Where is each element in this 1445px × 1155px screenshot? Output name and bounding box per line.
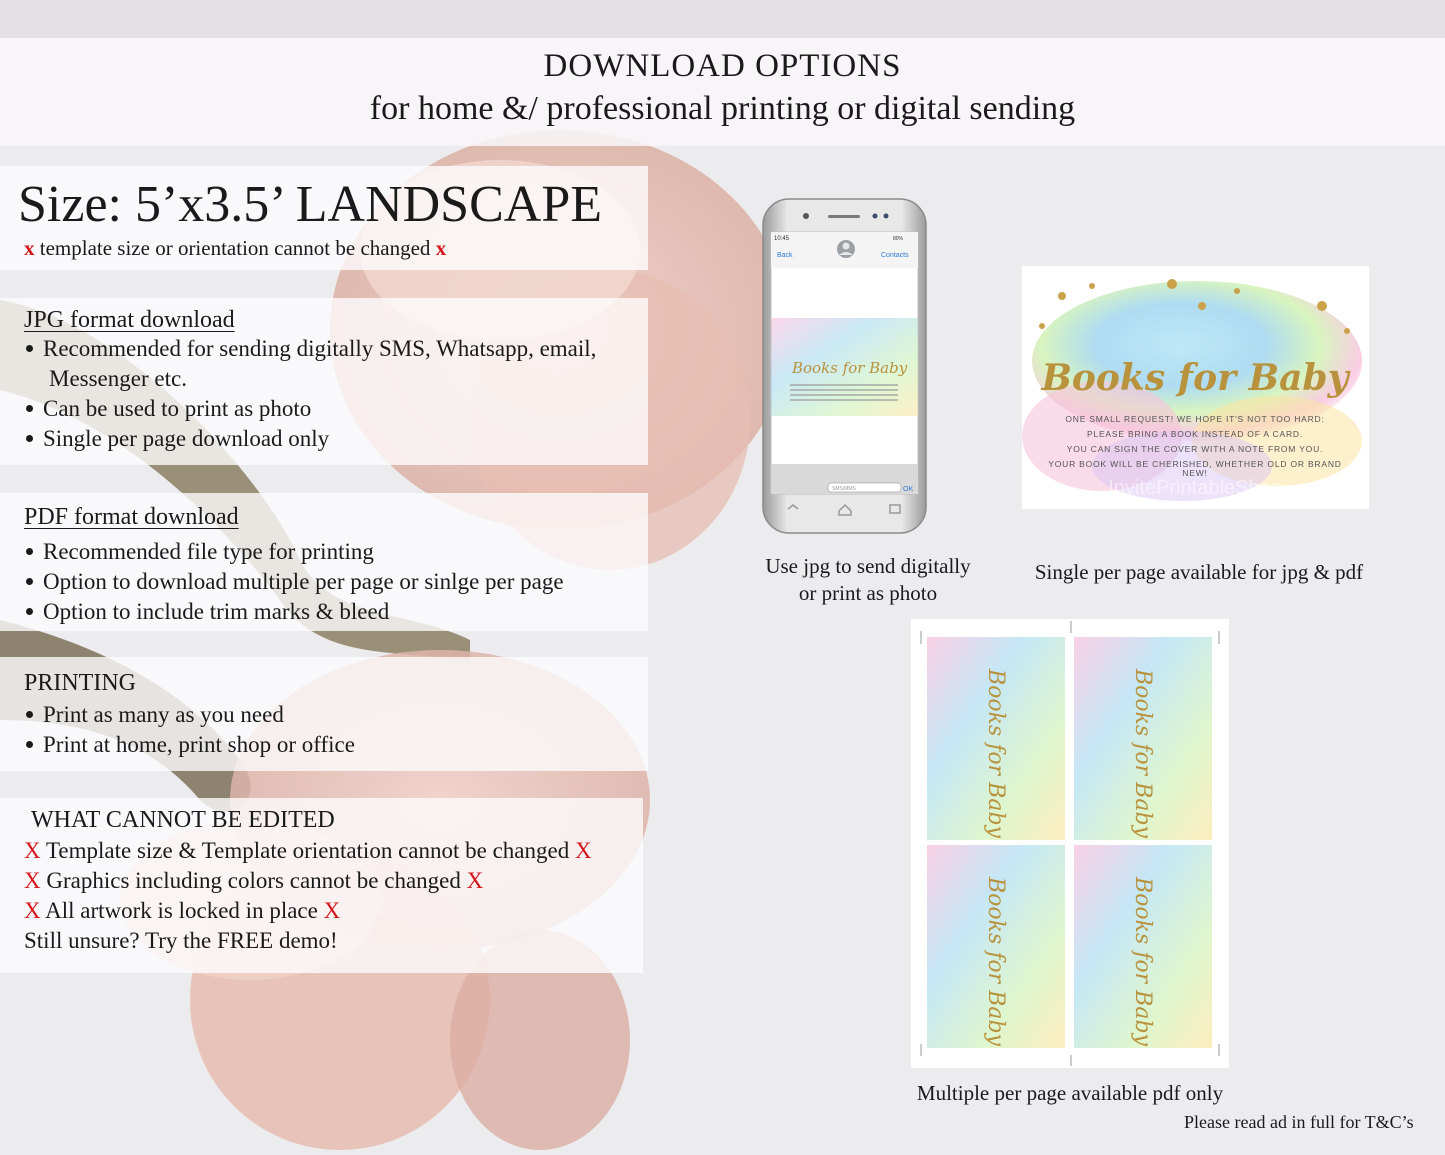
header-subtitle: for home &/ professional printing or digital sending bbox=[369, 90, 1076, 127]
list-item: X Template size & Template orientation cannot be changed X bbox=[24, 838, 592, 863]
edit-title: WHAT CANNOT BE EDITED bbox=[31, 807, 335, 833]
header-title: DOWNLOAD OPTIONS bbox=[543, 48, 902, 84]
svg-text:Books for Baby: Books for Baby bbox=[983, 877, 1008, 1046]
x-mark: X bbox=[24, 898, 41, 923]
list-item: Option to include trim marks & bleed bbox=[22, 597, 564, 627]
list-item: X Graphics including colors cannot be changed X bbox=[24, 868, 484, 893]
x-mark: X bbox=[466, 868, 484, 893]
bullet-icon bbox=[26, 578, 33, 585]
list-item: Recommended for sending digitally SMS, Whatsapp, email, bbox=[22, 334, 596, 364]
pdf-title: PDF format download bbox=[24, 504, 239, 530]
card-caption: Single per page available for jpg & pdf bbox=[1034, 560, 1364, 584]
closing-text: Still unsure? Try the FREE demo! bbox=[24, 928, 338, 953]
mini-card bbox=[927, 637, 1065, 840]
pdf-panel bbox=[0, 493, 648, 631]
bullet-icon bbox=[26, 548, 33, 555]
card-line: YOUR BOOK WILL BE CHERISHED, WHETHER OLD OR BRAND bbox=[1048, 459, 1342, 469]
back-link: Back bbox=[777, 252, 793, 259]
x-mark: x bbox=[435, 236, 447, 260]
x-mark: x bbox=[24, 236, 35, 260]
list-item bbox=[24, 926, 592, 956]
footnote: Please read ad in full for T&C’s bbox=[1184, 1112, 1414, 1132]
bullet-icon bbox=[26, 345, 33, 352]
printing-title: PRINTING bbox=[24, 670, 136, 696]
header-band bbox=[0, 38, 1445, 146]
x-mark: X bbox=[323, 898, 341, 923]
x-mark: X bbox=[24, 838, 41, 863]
x-mark: X bbox=[574, 838, 592, 863]
jpg-panel bbox=[0, 298, 648, 465]
bullet-icon bbox=[26, 435, 33, 442]
size-heading: Size: 5’x3.5’ LANDSCAPE bbox=[18, 176, 603, 233]
contacts-link: Contacts bbox=[881, 252, 909, 259]
jpg-list bbox=[22, 334, 596, 454]
list-item: Single per page download only bbox=[22, 424, 596, 454]
svg-text:Books for Baby: Books for Baby bbox=[1130, 669, 1155, 838]
card-script-title: Books for Baby bbox=[1041, 357, 1349, 399]
mini-card bbox=[1074, 637, 1212, 840]
bullet-icon bbox=[26, 405, 33, 412]
sheet-caption: Multiple per page available pdf only bbox=[916, 1081, 1224, 1105]
list-item: X All artwork is locked in place X bbox=[24, 898, 341, 923]
card-line: PLEASE BRING A BOOK INSTEAD OF A CARD. bbox=[1086, 429, 1304, 439]
jpg-title: JPG format download bbox=[24, 307, 235, 333]
bullet-icon bbox=[26, 741, 33, 748]
size-panel bbox=[0, 166, 648, 270]
ok-button: OK bbox=[903, 486, 914, 493]
status-time: 10:45 bbox=[774, 236, 790, 242]
mini-card bbox=[1074, 845, 1212, 1048]
card-line: YOU CAN SIGN THE COVER WITH A NOTE FROM YOU. bbox=[1066, 444, 1324, 454]
x-mark: X bbox=[24, 868, 41, 893]
phone-caption: Use jpg to send digitally or print as photo bbox=[765, 554, 971, 605]
list-item: Messenger etc. bbox=[49, 366, 187, 391]
edit-panel bbox=[0, 798, 643, 973]
mini-card bbox=[927, 845, 1065, 1048]
pdf-list bbox=[22, 537, 564, 627]
top-strip bbox=[0, 0, 1445, 38]
bullet-icon bbox=[26, 711, 33, 718]
multi-sheet-preview bbox=[911, 619, 1229, 1068]
phone-mockup bbox=[762, 198, 927, 534]
single-card-preview bbox=[1022, 266, 1369, 509]
size-note-text: template size or orientation cannot be changed bbox=[39, 236, 431, 260]
svg-text:Books for Baby: Books for Baby bbox=[983, 669, 1008, 838]
list-item: Recommended file type for printing bbox=[22, 537, 564, 567]
list-item: Print at home, print shop or office bbox=[22, 730, 355, 760]
bullet-icon bbox=[26, 608, 33, 615]
sms-label: SMS/MMS bbox=[832, 486, 856, 492]
list-item: Can be used to print as photo bbox=[22, 394, 596, 424]
printing-panel bbox=[0, 657, 648, 771]
svg-text:Books for Baby: Books for Baby bbox=[1130, 877, 1155, 1046]
card-line: NEW! bbox=[1182, 468, 1208, 478]
card-watermark: InvitePrintableShop bbox=[1108, 477, 1282, 499]
list-item: Print as many as you need bbox=[22, 700, 355, 730]
size-note bbox=[24, 236, 446, 261]
card-line: ONE SMALL REQUEST! WE HOPE IT'S NOT TOO HARD: bbox=[1065, 414, 1325, 424]
list-item: Option to download multiple per page or sinlge per page bbox=[22, 567, 564, 597]
status-battery: 80% bbox=[893, 236, 904, 242]
printing-list bbox=[22, 700, 355, 760]
svg-text:Books for Baby: Books for Baby bbox=[792, 359, 908, 377]
edit-list bbox=[24, 836, 592, 956]
